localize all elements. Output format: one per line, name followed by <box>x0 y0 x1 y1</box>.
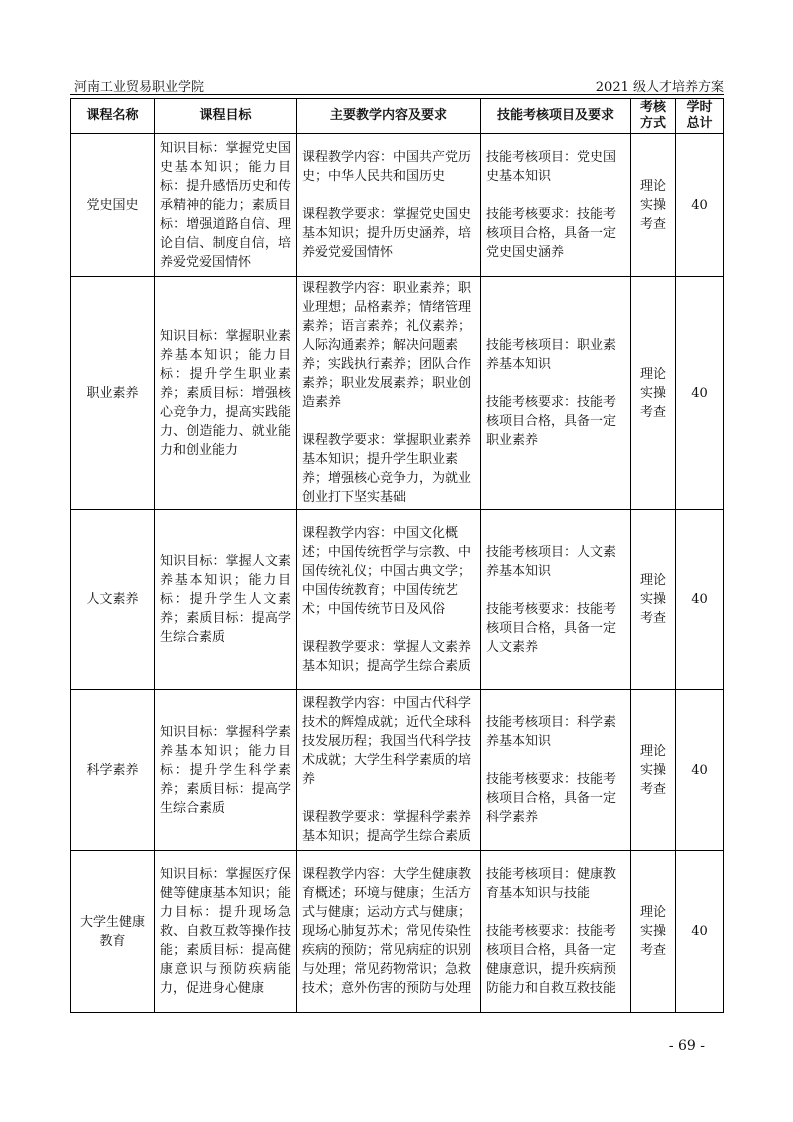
skill-assessment <box>481 134 631 277</box>
plan-title: 2021 级人才培养方案 <box>595 80 724 95</box>
course-name: 职业素养 <box>71 277 155 510</box>
skill-assessment <box>481 277 631 510</box>
content-main: 课程教学内容：中国古代科学技术的辉煌成就；近代全球科技发展历程；我国当代科学技术成就；大学生科学素质的培养 <box>302 696 472 787</box>
header-method-line2: 方式 <box>639 116 666 131</box>
course-table <box>70 98 724 1013</box>
assessment-method <box>631 690 676 851</box>
table-row <box>71 277 724 510</box>
header-skill: 技能考核项目及要求 <box>481 99 631 134</box>
skill-requirement: 技能考核要求：技能考核项目合格，具备一定健康意识，提升疾病预防能力和自救互救技能 <box>486 924 617 996</box>
skill-assessment <box>481 510 631 690</box>
content-requirement: 课程教学要求：掌握人文素养基本知识；提高学生综合素质 <box>302 639 472 674</box>
skill-assessment <box>481 851 631 1013</box>
total-hours: 40 <box>676 851 724 1013</box>
method-line: 理论 <box>639 573 666 588</box>
header-method <box>631 99 676 134</box>
assessment-method <box>631 277 676 510</box>
table-header-row <box>71 99 724 134</box>
header-course-name: 课程名称 <box>71 99 155 134</box>
skill-requirement: 技能考核要求：技能考核项目合格，具备一定职业素养 <box>486 395 617 448</box>
method-line: 考查 <box>639 781 666 797</box>
method-line: 理论 <box>639 366 666 382</box>
table-row <box>71 851 724 1013</box>
header-hours-line1: 学时 <box>686 100 713 115</box>
assessment-method <box>631 510 676 690</box>
content-main: 课程教学内容：大学生健康教育概述；环境与健康；生活方式与健康；运动方式与健康；现场心肺复苏术；常见传染性疾病的预防；常见病症的识别与处理；常见药物常识；急救技术；意外伤害的预防与处理 <box>302 867 472 996</box>
content-main: 课程教学内容：职业素养；职业理想；品格素养；情绪管理素养；语言素养；礼仪素养；人际沟通素养；解决问题素养；实践执行素养；团队合作素养；职业发展素养；职业创造素养 <box>302 281 472 410</box>
method-line: 考查 <box>639 404 666 420</box>
header-method-line1: 考核 <box>639 100 666 115</box>
method-line: 理论 <box>639 178 666 194</box>
course-goal: 知识目标：掌握医疗保健等健康基本知识；能力目标：提升现场急救、自救互救等操作技能；素质目标：提高健康意识与预防疾病能力，促进身心健康 <box>155 851 297 1013</box>
teaching-content <box>297 851 481 1013</box>
course-name: 党史国史 <box>71 134 155 277</box>
method-line: 实操 <box>639 762 666 778</box>
assessment-method <box>631 134 676 277</box>
teaching-content <box>297 690 481 851</box>
school-name: 河南工业贸易职业学院 <box>74 80 205 95</box>
header-course-goal: 课程目标 <box>155 99 297 134</box>
skill-requirement: 技能考核要求：技能考核项目合格，具备一定人文素养 <box>486 601 617 655</box>
skill-item: 技能考核项目：科学素养基本知识 <box>486 715 617 749</box>
course-goal: 知识目标：掌握人文素养基本知识；能力目标：提升学生人文素养；素质目标：提高学生综合素质 <box>155 510 297 690</box>
skill-item: 技能考核项目：党史国史基本知识 <box>486 150 617 184</box>
page-header <box>70 74 724 95</box>
teaching-content <box>297 510 481 690</box>
header-hours-line2: 总计 <box>686 116 713 131</box>
method-line: 实操 <box>639 924 666 939</box>
method-line: 实操 <box>639 197 666 213</box>
method-line: 实操 <box>639 385 666 401</box>
skill-requirement: 技能考核要求：技能考核项目合格，具备一定科学素养 <box>486 772 617 825</box>
table-row <box>71 690 724 851</box>
teaching-content <box>297 277 481 510</box>
course-goal: 知识目标：掌握科学素养基本知识；能力目标：提升学生科学素养；素质目标：提高学生综合素质 <box>155 690 297 851</box>
assessment-method <box>631 851 676 1013</box>
content-main: 课程教学内容：中国共产党历史；中华人民共和国历史 <box>302 150 472 184</box>
skill-item: 技能考核项目：健康教育基本知识与技能 <box>486 867 617 901</box>
total-hours: 40 <box>676 134 724 277</box>
skill-requirement: 技能考核要求：技能考核项目合格，具备一定党史国史涵养 <box>486 207 617 260</box>
method-line: 考查 <box>639 943 666 958</box>
table-row <box>71 510 724 690</box>
page-number: - 69 - <box>668 1038 705 1054</box>
header-content: 主要教学内容及要求 <box>297 99 481 134</box>
course-goal: 知识目标：掌握党史国史基本知识；能力目标：提升感悟历史和传承精神的能力；素质目标：增强道路自信、理论自信、制度自信，培养爱党爱国情怀 <box>155 134 297 277</box>
skill-item: 技能考核项目：职业素养基本知识 <box>486 338 617 372</box>
table-row <box>71 134 724 277</box>
content-main: 课程教学内容：中国文化概述；中国传统哲学与宗教、中国传统礼仪；中国古典文学；中国传统教育；中国传统艺术；中国传统节日及风俗 <box>302 525 472 617</box>
header-hours <box>676 99 724 134</box>
method-line: 考查 <box>639 611 666 626</box>
method-line: 实操 <box>639 592 666 607</box>
teaching-content <box>297 134 481 277</box>
course-goal: 知识目标：掌握职业素养基本知识；能力目标：提升学生职业素养；素质目标：增强核心竞争力，提高实践能力、创造能力、就业能力和创业能力 <box>155 277 297 510</box>
course-name: 人文素养 <box>71 510 155 690</box>
course-name: 大学生健康教育 <box>71 851 155 1013</box>
course-name: 科学素养 <box>71 690 155 851</box>
skill-item: 技能考核项目：人文素养基本知识 <box>486 544 617 579</box>
skill-assessment <box>481 690 631 851</box>
total-hours: 40 <box>676 510 724 690</box>
method-line: 理论 <box>639 905 666 920</box>
method-line: 考查 <box>639 216 666 232</box>
total-hours: 40 <box>676 690 724 851</box>
content-requirement: 课程教学要求：掌握科学素养基本知识；提高学生综合素质 <box>302 810 472 844</box>
method-line: 理论 <box>639 743 666 759</box>
content-requirement: 课程教学要求：掌握党史国史基本知识；提升历史涵养，培养爱党爱国情怀 <box>302 207 472 260</box>
content-requirement: 课程教学要求：掌握职业素养基本知识；提升学生职业素养；增强核心竞争力，为就业创业打下坚实基础 <box>302 433 472 505</box>
total-hours: 40 <box>676 277 724 510</box>
